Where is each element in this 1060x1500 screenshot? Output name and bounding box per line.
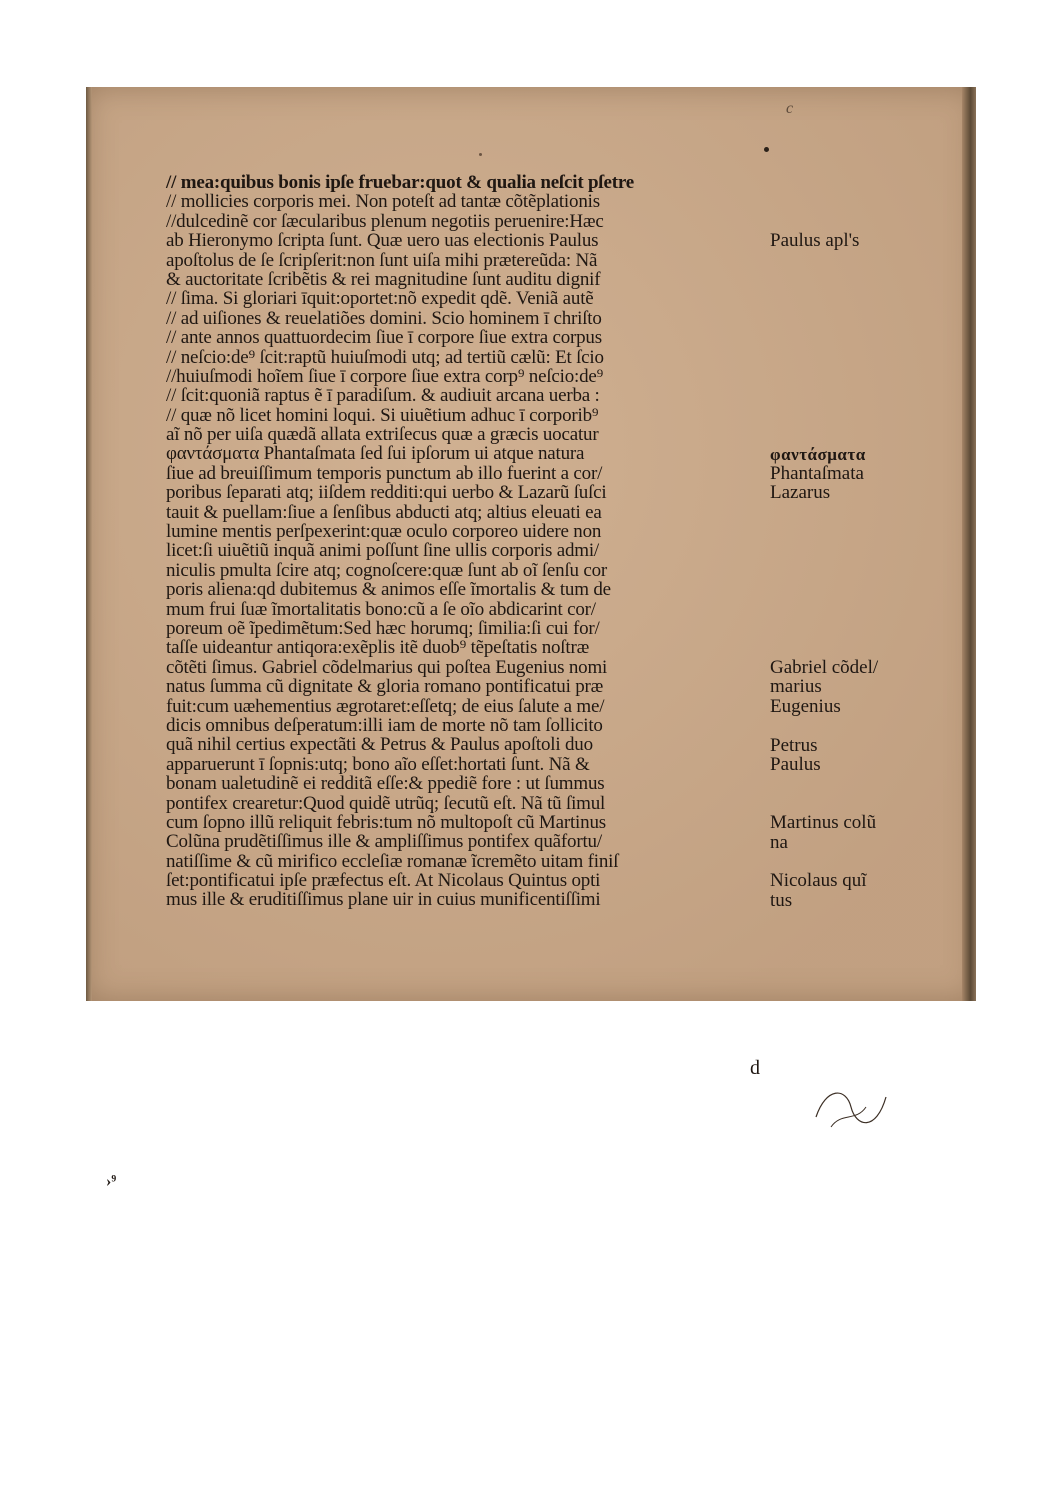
ink-speck bbox=[479, 153, 482, 156]
main-text-block bbox=[166, 173, 776, 910]
text-line: // mea:quibus bonis ipſe fruebar:quot & qualia neſcit pſetre bbox=[166, 172, 634, 193]
margin-note-martinus-1: Martinus colũ bbox=[770, 812, 877, 834]
signature-mark: d bbox=[750, 1057, 760, 1079]
text-line: cõtẽti ſimus. Gabriel cõdelmarius qui poſtea Eugenius nomi bbox=[166, 656, 608, 678]
text-line: mus ille & eruditiſſimus plane uir in cuius munificentiſſimi bbox=[166, 889, 601, 911]
text-line: dicis omnibus deſperatum:illi iam de morte nõ tam ſollicito bbox=[166, 714, 603, 736]
marginalia bbox=[770, 87, 960, 1001]
page-right-edge bbox=[962, 87, 976, 1001]
text-line: ab Hieronymo ſcripta ſunt. Quæ uero uas electionis Paulus bbox=[166, 230, 599, 252]
margin-note-nicolaus-1: Nicolaus quĩ bbox=[770, 870, 867, 892]
text-line: natiſſime & cũ mirifico eccleſiæ romanæ ĩcremẽto uitam finiſ bbox=[166, 850, 619, 872]
text-line: quã nihil certius expectãti & Petrus & Paulus apoſtoli duo bbox=[166, 734, 593, 756]
text-line: φαντάσματα Phantaſmata ſed ſui ipſorum ui atque natura bbox=[166, 443, 585, 465]
text-line: taſſe uideantur antiqora:exẽplis itẽ duob⁹ tẽpeſtatis noſtræ bbox=[166, 637, 590, 659]
text-line: fuit:cum uæhementius ægrotaret:eſſetq; de eius ſalute a me/ bbox=[166, 695, 605, 717]
text-line: // ſcit:quoniã raptus ẽ ī paradiſum. & audiuit arcana uerba : bbox=[166, 385, 600, 407]
page-left-edge bbox=[86, 87, 92, 1001]
text-line: mum frui ſuæ ĩmortalitatis bono:cũ a ſe oĩo abdicarint cor/ bbox=[166, 598, 596, 620]
ink-flourish-mark bbox=[806, 1077, 896, 1137]
text-line: // ante annos quattuordecim ſiue ī corpore ſiue extra corpus bbox=[166, 327, 602, 349]
ink-dot bbox=[764, 147, 769, 152]
text-line: // ſima. Si gloriari īquit:oportet:nõ expedit qdẽ. Veniã autẽ bbox=[166, 288, 594, 310]
text-line: //huiuſmodi hoĩem ſiue ī corpore ſiue extra corp⁹ neſcio:de⁹ bbox=[166, 365, 604, 387]
text-line: apparuerunt ī ſopnis:utq; bono aĩo eſſet:hortati ſunt. Nã & bbox=[166, 753, 590, 775]
book-page bbox=[86, 87, 976, 1079]
text-line: niculis pmulta ſcire atq; cognoſcere:quæ ſunt ab oĩ ſenſu cor bbox=[166, 559, 608, 581]
margin-note-petrus: Petrus bbox=[770, 734, 818, 756]
text-line: poribus ſeparati atq; iiſdem redditi:qui uerbo & Lazarũ ſuſci bbox=[166, 482, 607, 504]
text-line: lumine mentis perſpexerint:quæ oculo corporeo uidere non bbox=[166, 521, 602, 543]
bottom-ink-mark: ›⁹ bbox=[106, 1173, 117, 1190]
text-line: Colũna prudẽtiſſimus ille & ampliſſimus pontifex quãfortu/ bbox=[166, 831, 602, 853]
text-line: bonam ualetudinẽ ei redditã eſſe:& ppediẽ fore : ut ſummus bbox=[166, 773, 605, 795]
text-line: //dulcedinẽ cor ſæcularibus plenum negotiis peruenire:Hæc bbox=[166, 210, 604, 232]
text-line: licet:ſi uiuẽtiũ inquã animi poſſunt ſine ullis corporis admi/ bbox=[166, 540, 599, 562]
text-line: apoſtolus de ſe ſcripſerit:non ſunt uiſa mihi prætereũda: Nã bbox=[166, 249, 598, 271]
text-line: // mollicies corporis mei. Non poteſt ad tantæ cõtẽplationis bbox=[166, 191, 600, 213]
text-line: // neſcio:de⁹ ſcit:raptũ huiuſmodi utq; ad tertiũ cælũ: Et ſcio bbox=[166, 346, 604, 368]
text-line: // quæ nõ licet homini loqui. Si uiuẽtium adhuc ī corporib⁹ bbox=[166, 404, 599, 426]
text-line: pontifex crearetur:Quod quidẽ utrũq; ſecutũ eſt. Nã tũ ſimul bbox=[166, 792, 606, 814]
margin-note-paulus: Paulus apl's bbox=[770, 230, 860, 252]
margin-note-greek: φαντάσματα bbox=[770, 444, 866, 464]
margin-note-lazarus: Lazarus bbox=[770, 482, 831, 504]
text-line: ſet:pontificatui ipſe præfectus eſt. At Nicolaus Quintus opti bbox=[166, 870, 601, 892]
margin-note-eugenius: Eugenius bbox=[770, 695, 841, 717]
text-line: ſiue ad breuiſſimum temporis punctum ab illo fuerint a cor/ bbox=[166, 462, 603, 484]
corner-signature-mark: c bbox=[786, 100, 794, 117]
text-line: aĩ nõ per uiſa quædã allata extriſecus quæ a græcis uocatur bbox=[166, 424, 599, 446]
text-line: poris aliena:qd dubitemus & animos eſſe ĩmortalis & tum de bbox=[166, 579, 611, 601]
text-line: // ad uiſiones & reuelatiões domini. Scio hominem ī chriſto bbox=[166, 307, 602, 329]
margin-note-gabriel-1: Gabriel cõdel/ bbox=[770, 657, 879, 678]
margin-note-paulus-2: Paulus bbox=[770, 754, 821, 775]
text-line: natus ſumma cũ dignitate & gloria romano pontificatui præ bbox=[166, 676, 604, 698]
text-line: cum ſopno illũ reliquit febris:tum nõ multopoſt cũ Martinus bbox=[166, 811, 606, 833]
text-line: poreum oẽ ĩpedimẽtum:Sed hæc horumq; ſimilia:ſi cui for/ bbox=[166, 617, 600, 639]
margin-note-nicolaus-2: tus bbox=[770, 889, 793, 911]
text-line: & auctoritate ſcribẽtis & rei magnitudine ſunt auditu dignif bbox=[166, 268, 601, 290]
text-line: tauit & puellam:ſiue a ſenſibus abducti atq; altius eleuati ea bbox=[166, 501, 602, 523]
margin-note-gabriel-2: marius bbox=[770, 676, 822, 698]
margin-note-phantasmata: Phantaſmata bbox=[770, 463, 864, 484]
margin-note-martinus-2: na bbox=[770, 831, 788, 853]
